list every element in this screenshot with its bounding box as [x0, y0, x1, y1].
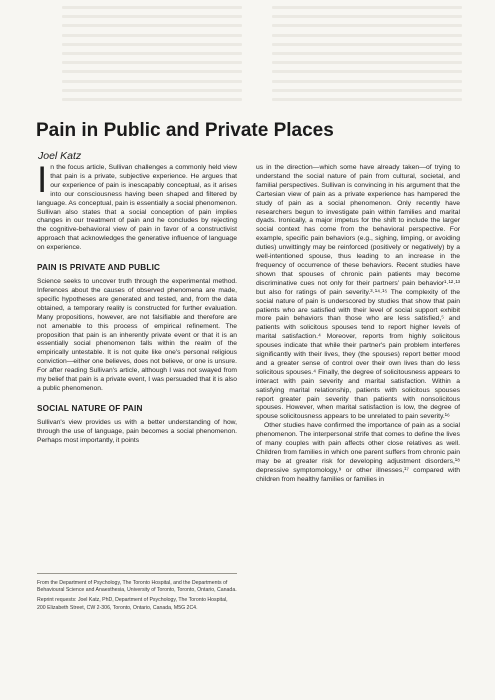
section1-body: Science seeks to uncover truth through the experimental method. Inferences about the causes of observed phenomena are made, specific hypotheses are generated and tested, and, from the data obtained, a temporary reality is constructed for further evaluation. Many propositions, however, are not falsifiable and therefore are not amenable to this process of empirical refinement. The proposition that pain is an inherently private event or that it is an essentially social phenomenon falls within the realm of the empirically untestable. It is not quite like one's personal religious conviction—either one believes, does not believe, or one is unsure. For after reading Sullivan's article, although I was not swayed from my belief that pain is a private event, I was persuaded that it is also a public phenomenon. — [37, 278, 237, 392]
bleed-line — [272, 52, 462, 55]
intro-text: n the focus article, Sullivan challenges a commonly held view that pain is a private, subjective experience. He argues that our experience of pain is inescapably conceptual, as it arises into our consciousness having been shaped and filtered by language. As conceptual, pain is essentially a social phenomenon. Sullivan also states that a social conception of pain implies changes in our treatment of pain and he concludes by rejecting the cognitive-behavioral view of pain in favor of a constructivist approach that acknowledges the generative influence of language on experience. — [37, 164, 237, 252]
bleed-line — [62, 52, 242, 55]
bleed-line — [62, 34, 242, 37]
section2-body: Sullivan's view provides us with a better understanding of how, through the use of language, pain becomes a social phenomenon. Perhaps most importantly, it points — [37, 418, 237, 444]
right-paragraph-1: us in the direction—which some have already taken—of trying to understand the social nature of pain from cultural, societal, and familial perspectives. Sullivan is convincing in his argument that the Cartesian view of pain as a private experience has hampered the study of pain as a social phenomenon. Only recently have researchers begun to investigate pain within families and marital dyads. Ironically, a major impetus for the shift to include the larger social context has come from the behavioral perspective. For example, specific pain behaviors (e.g., sighing, limping, or avoiding duties) unwittingly may be reinforced (positively or negatively) by a well-intentioned spouse, thus leading to an increase in the frequency of occurrence of these behaviors. Recent studies have shown that spouses of chronic pain patients may become discriminative cues not only for their partners' pain behavior¹·¹²·¹³ but also for ratings of pain severity.³·¹⁴·¹⁵ The complexity of the social nature of pain is underscored by studies that show that pain patients who are satisfied with their level of social support exhibit more pain behaviors than those who are less satisfied,⁵ and patients with solicitous spouses tend to report higher levels of marital satisfaction.⁴ Moreover, reports from highly solicitous spouses indicate that while their partner's pain problem interferes significantly with their lives, they (the spouses) report better mood and a greater sense of control over their own lives than do less solicitous spouses.⁴ Finally, the degree of solicitousness appears to interact with pain severity and marital satisfaction. Within a satisfying marital relationship, patients with solicitous spouses report greater pain severity than patients with nonsolicitous spouses. However, when marital satisfaction is low, the degree of spouse solicitousness appears to be unrelated to pain severity.¹⁶ — [256, 164, 460, 421]
bleed-line — [62, 6, 242, 9]
bleed-line — [272, 34, 462, 37]
bleed-line — [272, 70, 462, 73]
drop-cap: I — [37, 159, 48, 200]
bleed-line — [272, 89, 462, 92]
bleed-line — [62, 61, 242, 64]
bleed-line — [62, 80, 242, 83]
bleed-line — [62, 98, 242, 101]
footnote-affiliation: From the Department of Psychology, The Toronto Hospital, and the Departments of Behavioural Science and Anaesthesia, University of Toronto, Toronto, Ontario, Canada. — [37, 580, 237, 594]
bleed-line — [272, 6, 462, 9]
bleed-line — [62, 24, 242, 27]
section-heading-pain-private-public: PAIN IS PRIVATE AND PUBLIC — [37, 263, 161, 273]
footnote-reprints: Reprint requests: Joel Katz, PhD, Department of Psychology, The Toronto Hospital, 200 Elizabeth Street, CW 2-306, Toronto, Ontario, Canada, M5G 2C4. — [37, 597, 228, 611]
footnote-divider — [37, 573, 237, 574]
bleed-line — [272, 43, 462, 46]
bleed-line — [272, 98, 462, 101]
right-paragraph-2: Other studies have confirmed the importance of pain as a social phenomenon. The interpersonal strife that comes to define the lives of many couples with pain affects other close relatives as well. Children from families in which one parent suffers from chronic pain may be at greater risk for developing adjustment disorders,¹⁸ depressive symptomology,⁹ or other illnesses,¹⁷ compared with children from healthy families or families in — [256, 422, 460, 483]
intro-paragraph — [37, 159, 237, 253]
bleed-line — [272, 24, 462, 27]
bleed-line — [272, 15, 462, 18]
bleed-line — [272, 80, 462, 83]
bleed-line — [62, 15, 242, 18]
left-column — [37, 159, 237, 446]
right-column — [256, 164, 460, 485]
bleed-through-text — [0, 0, 495, 118]
author-name: Joel Katz — [38, 150, 82, 162]
bleed-line — [62, 70, 242, 73]
section-heading-social-nature: SOCIAL NATURE OF PAIN — [37, 403, 143, 413]
bleed-line — [62, 89, 242, 92]
footnotes — [37, 580, 237, 615]
bleed-line — [272, 61, 462, 64]
bleed-line — [62, 43, 242, 46]
article-title: Pain in Public and Private Places — [36, 120, 334, 141]
